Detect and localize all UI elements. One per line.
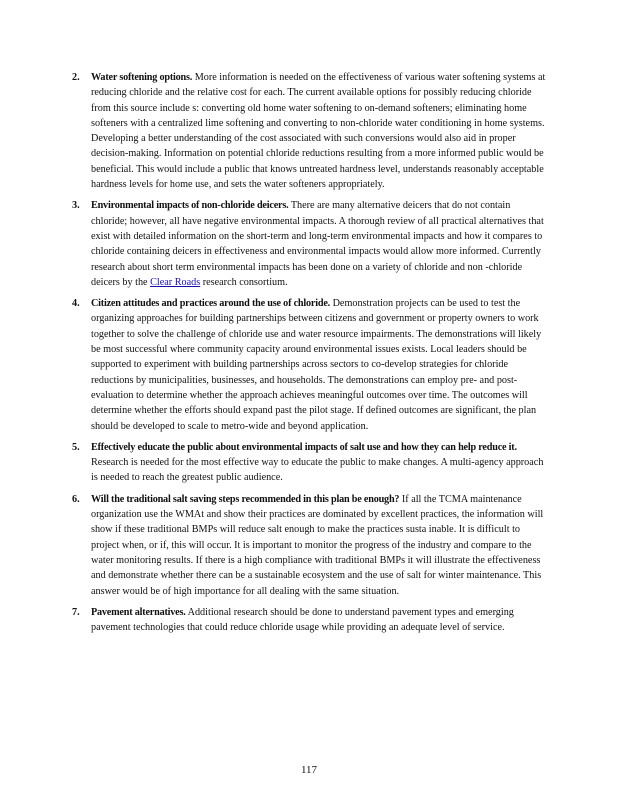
list-item-number: 5.: [72, 441, 80, 453]
list-item-number: 2.: [72, 72, 80, 83]
list-item-number: 7.: [72, 606, 80, 618]
list-item-number: 3.: [72, 200, 80, 212]
research-needs-list: [72, 70, 546, 641]
list-item-title: Environmental impacts of non-chloride deicers.: [91, 200, 289, 212]
list-item-traditional-salt-saving: [72, 492, 546, 599]
list-item-non-chloride-deicers: [72, 198, 546, 290]
list-item-educate-public: [72, 440, 546, 486]
list-item-title: Effectively educate the public about environmental impacts of salt use and how they can help reduce it.: [91, 441, 517, 453]
page-number: 117: [300, 764, 318, 776]
list-item-number: 6.: [72, 493, 80, 505]
list-item-title: Water softening options.: [91, 72, 193, 83]
list-item-citizen-attitudes: [72, 296, 546, 434]
list-item-title: Pavement alternatives.: [91, 606, 186, 618]
list-item-water-softening: [72, 70, 546, 192]
clear-roads-link[interactable]: Clear Roads: [150, 276, 201, 288]
list-item-title: Citizen attitudes and practices around the use of chloride.: [91, 298, 331, 310]
list-item-text-after-link: research consortium.: [200, 276, 288, 288]
list-item-title: Will the traditional salt saving steps recommended in this plan be enough?: [91, 493, 400, 505]
list-item-text: Research is needed for the most effective way to educate the public to make changes. A multi-agency approach is needed to reach the greatest public audience.: [91, 457, 544, 484]
list-item-text: There are many alternative deicers that do not contain chloride; however, all have negative environmental impacts. A thorough review of all practical alternatives that exist with detailed information on the short-term and long-term environmental impacts and how it compares to chloride containing deicers in effectiveness and environmental impacts would allow more informed. Currently research about short term environmental impacts has been done on a variety of chloride and non -chloride deicers by the: [91, 200, 544, 288]
list-item-text: More information is needed on the effectiveness of various water softening systems at reducing chloride and the relative cost for each. The current available options for possibly reducing chloride from this source include s: converting old home water softening to on-demand softeners; eliminating home softeners with a centralized lime softening and converting to non-chloride water conditioning in home systems. Developing a better understanding of the cost associated with such conversions would also aid in proper decision-making. Information on potential chloride reductions resulting from a more informed public would be beneficial. This would include a public that knows untreated hardness level, understands reasonably acceptable hardness levels for home use, and sets the water softeners appropriately.: [91, 72, 546, 191]
list-item-pavement-alternatives: [72, 605, 546, 636]
list-item-text: If all the TCMA maintenance organization use the WMAt and show their practices are dominated by excellent practices, the information will show if these traditional BMPs will reduce salt enough to make the practices susta inable. It is difficult to project when, or if, this will occur. It is important to monitor the progress of the industry and compare to the water monitoring results. If there is a high compliance with traditional BMPs it will illustrate the effectiveness and demonstrate whether there can be a sustainable ecosystem and the use of salt for winter maintenance. This answer would be of high importance for all dealing with the same situation.: [91, 493, 544, 597]
list-item-number: 4.: [72, 298, 80, 310]
list-item-text: Demonstration projects can be used to test the organizing approaches for building partnerships between citizens and government or property owners to work together to solve the challenge of chloride use and water resource impairments. The demonstrations will likely be most successful where community capacity around environmental issues exists. Local leaders should be supported to experiment with building partnerships across sectors to co-develop strategies for chloride reductions by municipalities, businesses, and households. The demonstrations can employ pre- and post-evaluation to determine whether the approach achieves meaningful outcomes over time. The outcomes will determine whether the efforts should expand past the pilot stage. If defined outcomes are significant, the plan should be developed to scale to metro-wide and beyond application.: [91, 298, 542, 432]
list-item-text: Additional research should be done to understand pavement types and emerging pavement technologies that could reduce chloride usage while providing an adequate level of service.: [91, 606, 514, 634]
